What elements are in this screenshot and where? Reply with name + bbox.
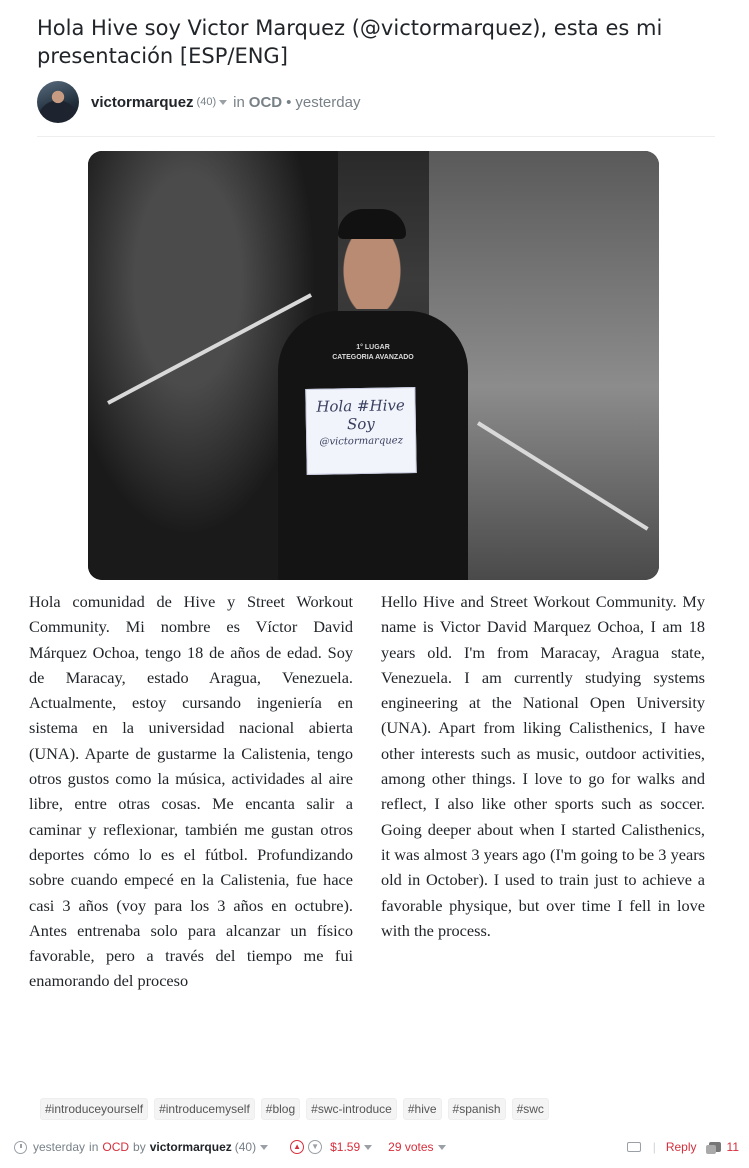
footer-time: yesterday bbox=[33, 1140, 86, 1154]
votes-count[interactable]: 29 votes bbox=[388, 1140, 434, 1154]
payout-value[interactable]: $1.59 bbox=[330, 1140, 361, 1154]
tag-list bbox=[40, 1098, 549, 1120]
tag-hive[interactable]: #hive bbox=[403, 1098, 442, 1120]
comments-count[interactable]: 11 bbox=[726, 1140, 739, 1154]
footer-author-link[interactable]: victormarquez bbox=[149, 1140, 232, 1154]
author-meta bbox=[91, 94, 360, 111]
post-title: Hola Hive soy Victor Marquez (@victormarquez), esta es mi presentación [ESP/ENG] bbox=[37, 16, 663, 68]
photo-sign bbox=[305, 387, 416, 475]
footer-author-reputation: (40) bbox=[234, 1140, 257, 1154]
community-link[interactable]: OCD bbox=[248, 93, 283, 111]
comments-icon[interactable] bbox=[709, 1142, 721, 1152]
footer-by-label: by bbox=[133, 1140, 146, 1154]
upvote-icon[interactable]: ▲ bbox=[290, 1140, 304, 1154]
payout-chevron-icon[interactable] bbox=[364, 1145, 372, 1150]
tag-spanish[interactable]: #spanish bbox=[448, 1098, 506, 1120]
votes-chevron-icon[interactable] bbox=[438, 1145, 446, 1150]
photo-person-hair bbox=[338, 209, 406, 239]
meta-separator: • bbox=[286, 93, 292, 111]
footer-community-link[interactable]: OCD bbox=[102, 1140, 130, 1154]
shirt-line-1: 1° LUGAR bbox=[356, 344, 390, 351]
tag-introduceyourself[interactable]: #introduceyourself bbox=[40, 1098, 148, 1120]
header-divider bbox=[37, 136, 715, 137]
tag-introducemyself[interactable]: #introducemyself bbox=[154, 1098, 255, 1120]
post-footer bbox=[14, 1137, 739, 1157]
sign-line-3: @victormarquez bbox=[319, 435, 404, 448]
footer-in-label: in bbox=[89, 1140, 99, 1154]
post-time: yesterday bbox=[295, 93, 361, 111]
tag-swc-introduce[interactable]: #swc-introduce bbox=[306, 1098, 397, 1120]
reply-button[interactable]: Reply bbox=[665, 1140, 697, 1154]
author-reputation: (40) bbox=[196, 96, 217, 108]
tag-blog[interactable]: #blog bbox=[261, 1098, 300, 1120]
body-spanish: Hola comunidad de Hive y Street Workout Community. Mi nombre es Víctor David Márquez Ochoa, tengo 18 de años de edad. Soy de Maracay, estado Aragua, Venezuela. Actualmente, estoy cursando ingeniería en sistema en la universidad nacional abierta (UNA). Aparte de gustarme la Calistenia, tengo otros gustos como la música, actividades al aire libre, entre otras cosas. Me encanta salir a caminar y reflexionar, también me gustan otros deportes cómo lo es el fútbol. Profundizando sobre cuando empecé en la Calistenia, fue hace casi 3 años (voy para los 3 años en octubre). Antes entrenaba solo para alcanzar un físico favorable, pero a través del tiempo me fui enamorando del proceso bbox=[29, 592, 353, 991]
post-author-row bbox=[37, 80, 717, 124]
downvote-icon[interactable]: ▼ bbox=[308, 1140, 322, 1154]
footer-separator: | bbox=[652, 1140, 656, 1154]
sign-line-1: Hola #Hive bbox=[316, 396, 405, 416]
footer-author-chevron-icon[interactable] bbox=[260, 1145, 268, 1150]
photo-shirt-text bbox=[318, 343, 428, 363]
tag-swc[interactable]: #swc bbox=[512, 1098, 549, 1120]
reblog-icon[interactable] bbox=[627, 1142, 641, 1152]
author-menu-chevron-icon[interactable] bbox=[219, 100, 227, 105]
clock-icon bbox=[14, 1141, 27, 1154]
sign-line-2: Soy bbox=[346, 414, 375, 434]
body-english: Hello Hive and Street Workout Community. My name is Victor David Marquez Ochoa, I am 18 years old. I'm from Maracay, Aragua state, Venezuela. I am currently studying systems engineering at the National Open University (UNA). Apart from liking Calisthenics, I have other interests such as music, outdoor activities, among other things. I love to go for walks and reflect, I also like other sports such as soccer. Going deeper about when I started Calisthenics, it was almost 3 years ago (I'm going to be 3 years old in October). I used to train just to achieve a favorable physique, but over time I fell in love with the process. bbox=[381, 592, 705, 940]
post-photo bbox=[88, 151, 659, 580]
in-label: in bbox=[233, 93, 245, 111]
author-avatar[interactable] bbox=[37, 81, 79, 123]
shirt-line-2: CATEGORIA AVANZADO bbox=[332, 354, 414, 361]
author-link[interactable]: victormarquez bbox=[91, 93, 194, 111]
